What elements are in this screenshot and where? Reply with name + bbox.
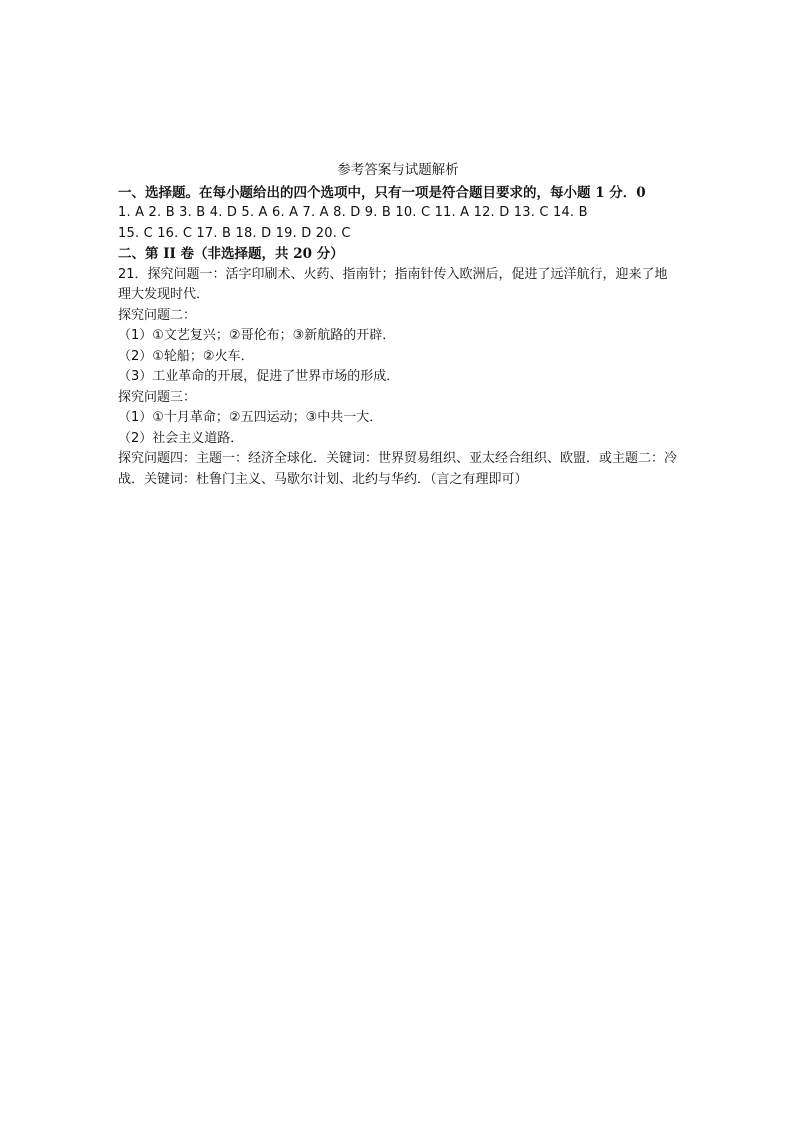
answers-line-2: 15. C 16. C 17. B 18. D 19. D 20. C [118,225,351,241]
question-3-label: 探究问题三： [118,389,197,405]
question-4-text: 探究问题四：主题一：经济全球化．关键词：世界贸易组织、亚太经合组织、欧盟．或主题二：冷战．关键词：杜鲁门主义、马歇尔计划、北约与华约．（言之有理即可） [118,451,678,487]
answer-key-content [118,160,678,490]
question-2-answer-1: （1）①文艺复兴；②哥伦布；③新航路的开辟． [118,328,396,343]
question-2-answer-3: （3）工业革命的开展，促进了世界市场的形成． [118,369,400,384]
page-title: 参考答案与试题解析 [337,162,459,178]
question-2-label: 探究问题二： [118,307,197,323]
question-21-intro: 21．探究问题一：活字印刷术、火药、指南针；指南针传入欧洲后，促进了远洋航行，迎来了地理大发现时代． [118,266,668,302]
question-3-answer-1: （1）①十月革命；②五四运动；③中共一大． [118,410,383,425]
section-1-heading: 一、选择题。在每小题给出的四个选项中，只有一项是符合题目要求的，每小题 1 分．0 [118,184,646,201]
section-2-heading: 二、第 II 卷（非选择题，共 20 分） [118,246,344,262]
question-3-answer-2: （2）社会主义道路． [118,430,244,446]
answers-line-1: 1. A 2. B 3. B 4. D 5. A 6. A 7. A 8. D 9. B 10. C 11. A 12. D 13. C 14. B [118,205,588,220]
question-2-answer-2: （2）①轮船；②火车． [118,348,254,364]
